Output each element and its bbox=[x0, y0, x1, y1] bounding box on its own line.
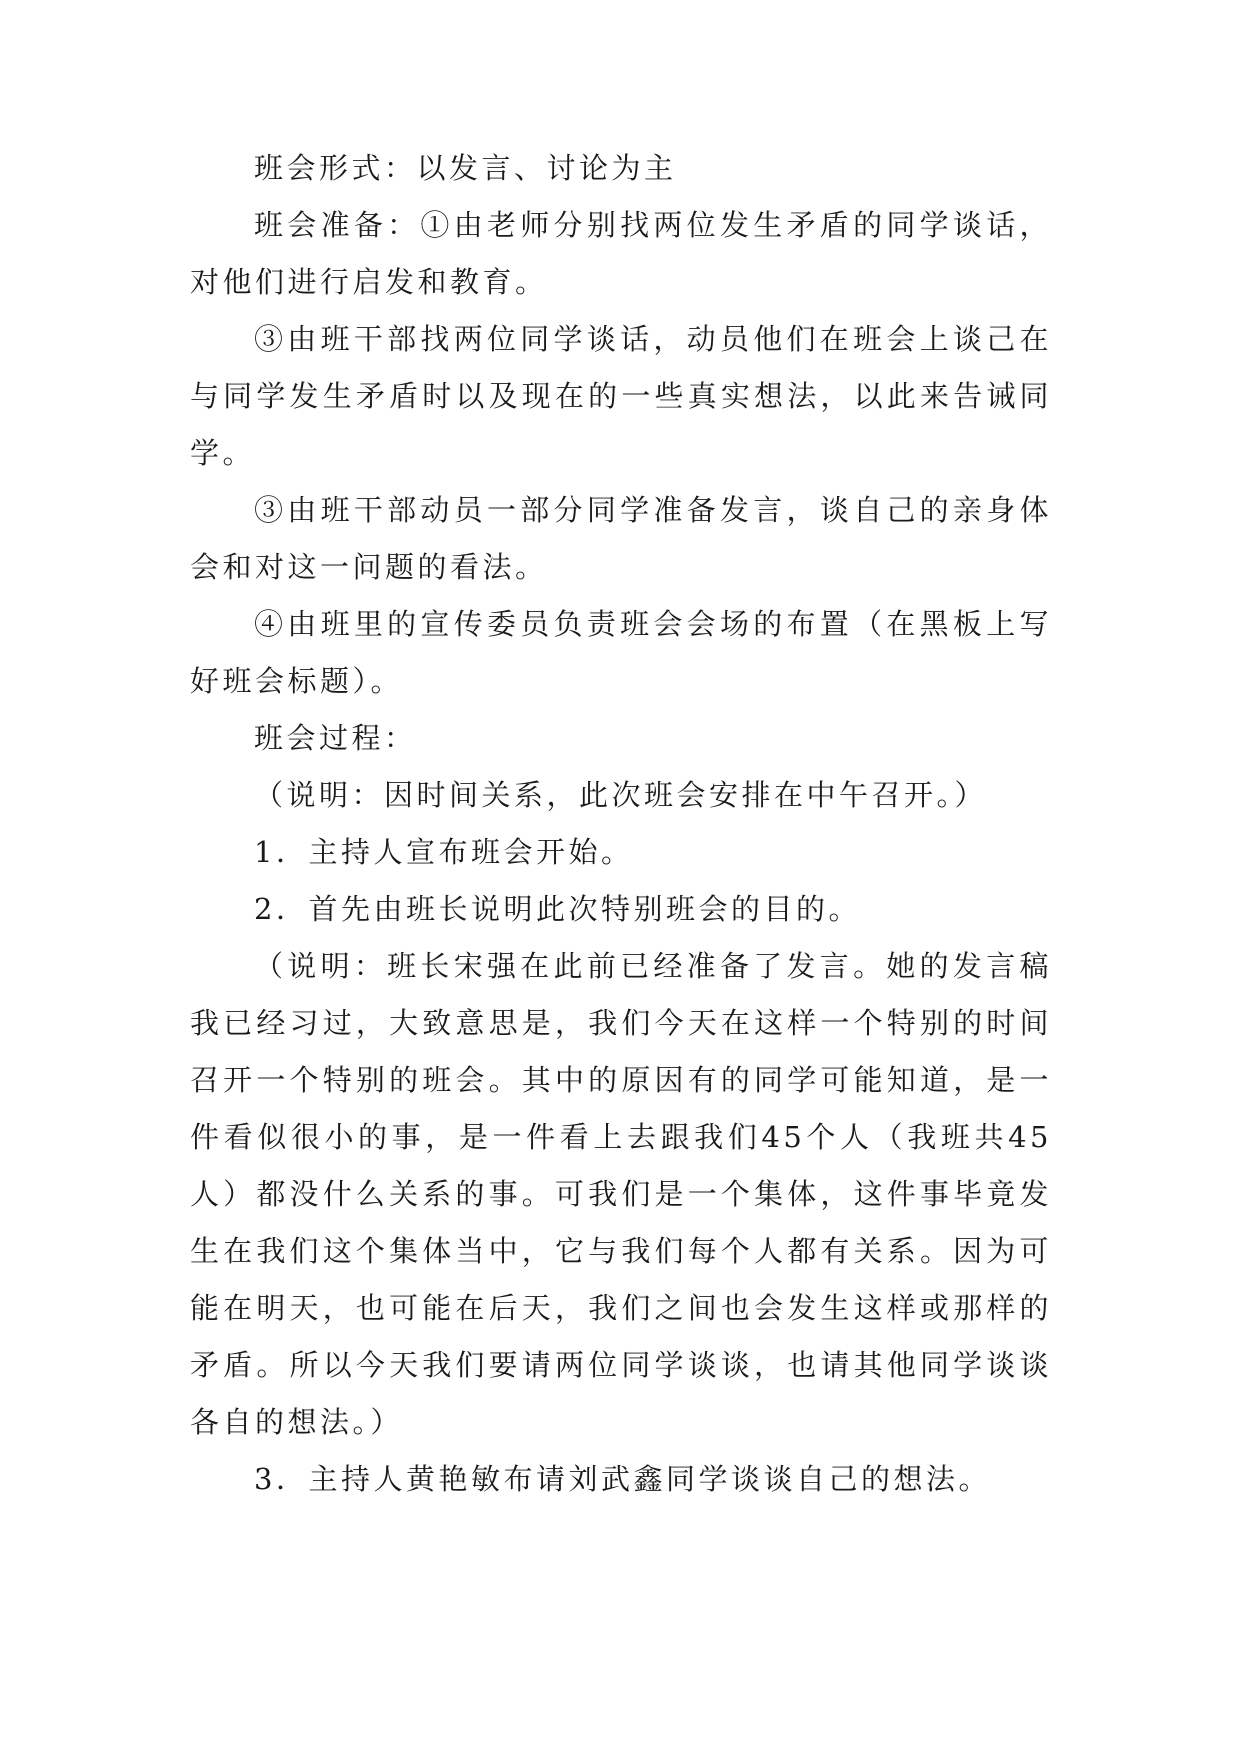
paragraph-preparation-item-2: ③由班干部找两位同学谈话，动员他们在班会上谈己在与同学发生矛盾时以及现在的一些真实想法，以此来告诫同学。 bbox=[190, 322, 1052, 470]
paragraph-meeting-process: 班会过程： bbox=[254, 721, 417, 755]
paragraph-meeting-preparation: 班会准备：①由老师分别找两位发生矛盾的同学谈话，对他们进行启发和教育。 bbox=[190, 208, 1052, 299]
paragraph-note-time: （说明：因时间关系，此次班会安排在中午召开。） bbox=[254, 778, 988, 812]
paragraph-preparation-item-3: ③由班干部动员一部分同学准备发言，谈自己的亲身体会和对这一问题的看法。 bbox=[190, 493, 1052, 584]
paragraph-step-1: 1．主持人宣布班会开始。 bbox=[254, 835, 634, 869]
paragraph-meeting-format: 班会形式：以发言、讨论为主 bbox=[254, 151, 677, 185]
paragraph-step-2: 2．首先由班长说明此次特别班会的目的。 bbox=[254, 892, 861, 926]
paragraph-step-3: 3．主持人黄艳敏布请刘武鑫同学谈谈自己的想法。 bbox=[254, 1462, 991, 1496]
paragraph-preparation-item-4: ④由班里的宣传委员负责班会会场的布置（在黑板上写好班会标题）。 bbox=[190, 607, 1052, 698]
paragraph-note-monitor-speech: （说明：班长宋强在此前已经准备了发言。她的发言稿我已经习过，大致意思是，我们今天在这样一个特别的时间召开一个特别的班会。其中的原因有的同学可能知道，是一件看似很小的事，是一件看上去跟我们45个人（我班共45人）都没什么关系的事。可我们是一个集体，这件事毕竟发生在我们这个集体当中，它与我们每个人都有关系。因为可能在明天，也可能在后天，我们之间也会发生这样或那样的矛盾。所以今天我们要请两位同学谈谈，也请其他同学谈谈各自的想法。） bbox=[190, 949, 1052, 1439]
